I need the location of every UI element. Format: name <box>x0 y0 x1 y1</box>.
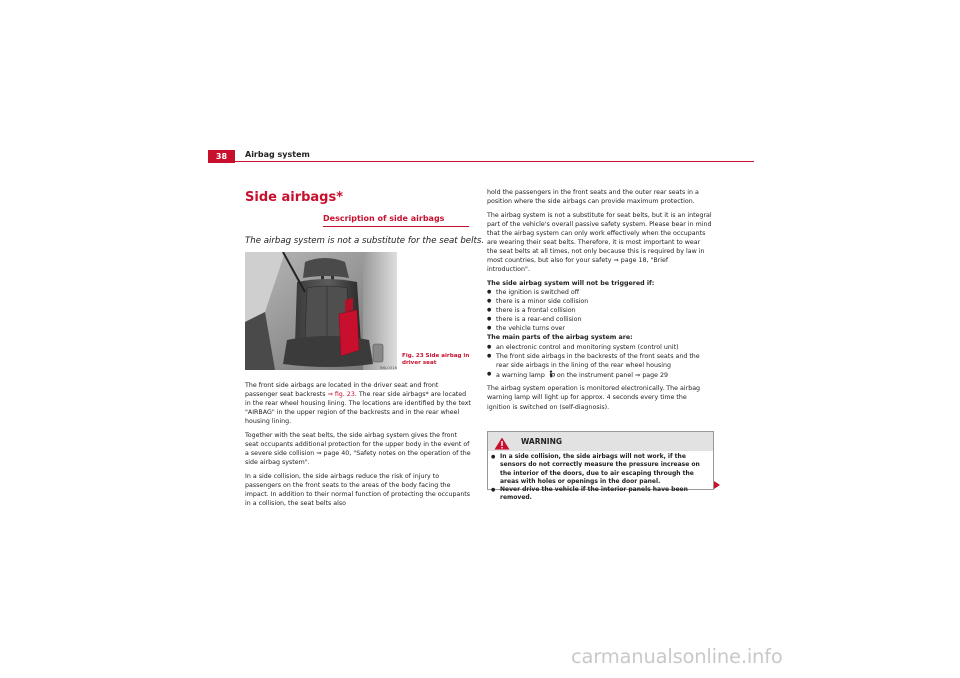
list-item: ● the ignition is switched off <box>487 288 712 297</box>
figure-caption: Fig. 23 Side airbag in driver seat <box>402 353 470 366</box>
main-parts-heading: The main parts of the airbag system are: <box>487 334 633 342</box>
list-item: ● there is a minor side collision <box>487 297 712 306</box>
not-triggered-heading: The side airbag system will not be triggered if: <box>487 279 655 287</box>
list-item: ● The front side airbags in the backrests of the front seats and the rear side airbags in the lining of the rear wheel housing <box>487 352 712 370</box>
warning-triangle-icon <box>494 435 510 454</box>
continued-arrow-icon <box>714 481 720 489</box>
right-paragraph-1: hold the passengers in the front seats and the outer rear seats in a position where the side airbags can provide maximum protection. <box>487 189 699 206</box>
list-item: ● an electronic control and monitoring system (control unit) <box>487 343 712 352</box>
list-item: ● the vehicle turns over <box>487 324 712 333</box>
warning-label: WARNING <box>521 437 563 446</box>
left-paragraph-2: Together with the seat belts, the side airbag system gives the front seat occupants additional protection for the upper body in the event of a severe side collision ⇒ page 40, "Safety notes on the operation of the side airbag system". <box>245 431 471 467</box>
figure-id: B6J-0316 <box>380 365 398 370</box>
section-title: Side airbags* <box>245 190 344 205</box>
seat-figure <box>245 252 397 370</box>
driver-seat-illustration <box>245 252 397 370</box>
header-rule <box>208 161 754 162</box>
running-title: Airbag system <box>245 150 310 159</box>
page-number-badge: 38 <box>208 150 235 163</box>
list-item: ● a warning lamp on the instrument panel ⇒ page 29 <box>487 370 712 380</box>
right-paragraph-2: The airbag system is not a substitute for seat belts, but it is an integral part of the vehicle's overall passive safety system. Please bear in mind that the airbag system can only work effectively when the occupants are wearing their seat belts. Therefore, it is most important to wear the seat belts at all times, not only because this is required by law in most countries, but also for your safety ⇒ page 18, "Brief introduction". <box>487 211 712 274</box>
left-paragraph-3: In a side collision, the side airbags reduce the risk of injury to passengers on the front seats to the areas of the body facing the impact. In addition to their normal function of protecting the occupants in a collision, the seat belts also <box>245 472 471 508</box>
figure-reference-link[interactable]: ⇒ fig. 23 <box>327 391 355 399</box>
right-column <box>487 188 712 416</box>
warning-body <box>491 453 711 503</box>
list-item: ● In a side collision, the side airbags will not work, if the sensors do not correctly measure the pressure increase on the interior of the doors, due to air escaping through the areas with holes or openings in the door panel. <box>491 453 711 486</box>
left-paragraph-1: The front side airbags are located in the driver seat and front passenger seat backrests ⇒ fig. 23. The rear side airbags* are located in the rear wheel housing lining. The locations are identified by the text "AIRBAG" in the upper region of the backrests and in the rear wheel housing lining. <box>245 382 471 426</box>
subsection-title: Description of side airbags <box>323 214 445 223</box>
site-watermark: carmanualsonline.info <box>571 645 783 668</box>
list-item: ● Never drive the vehicle if the interior panels have been removed. <box>491 486 711 503</box>
list-item: ● there is a frontal collision <box>487 306 712 315</box>
left-column <box>245 381 471 513</box>
subsection-rule <box>323 226 469 227</box>
warning-header <box>488 432 713 451</box>
section-lede: The airbag system is not a substitute for the seat belts. <box>245 236 485 246</box>
warning-box <box>487 431 714 502</box>
right-paragraph-3: The airbag system operation is monitored electronically. The airbag warning lamp will light up for approx. 4 seconds every time the ignition is switched on (self-diagnosis). <box>487 385 701 411</box>
list-item: ● there is a rear-end collision <box>487 315 712 324</box>
airbag-warning-lamp-icon <box>547 372 557 379</box>
